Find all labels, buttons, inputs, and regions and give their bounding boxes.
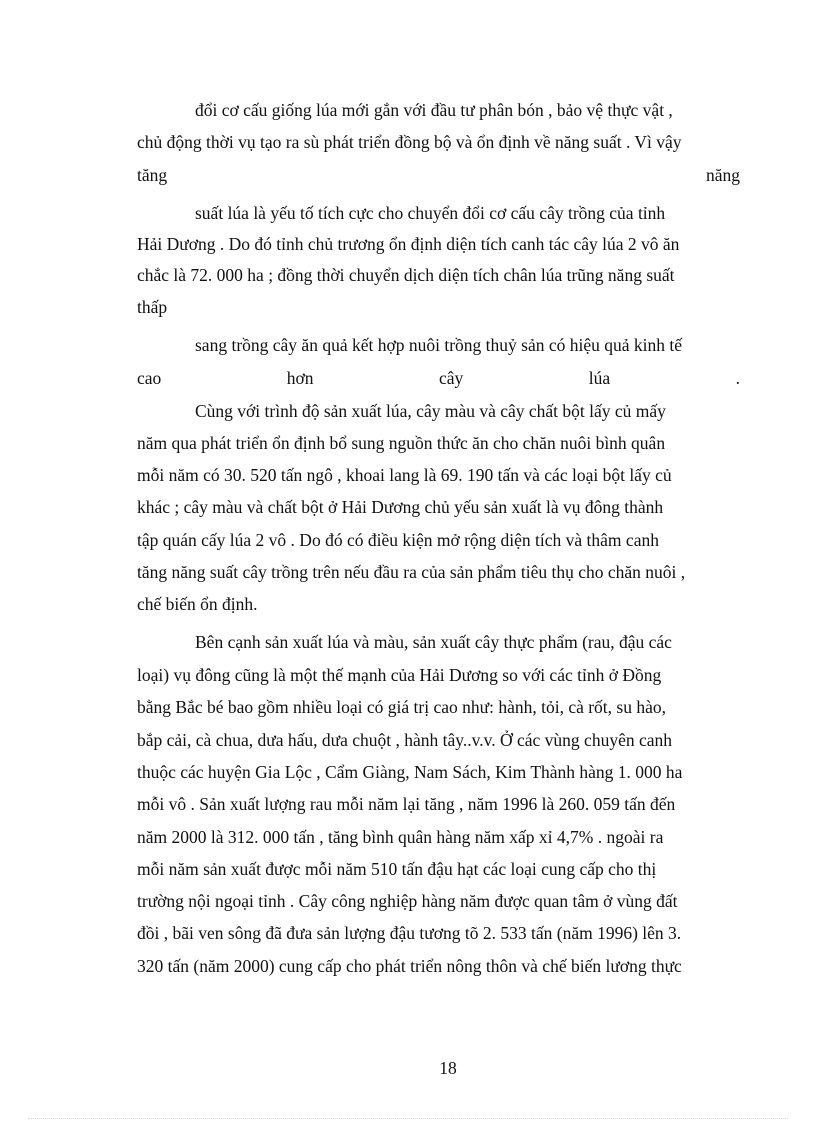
text-line: đổi cơ cấu giống lúa mới gắn với đầu tư phân bón , bảo vệ thực vật , — [195, 100, 673, 120]
text-line: Bên cạnh sản xuất lúa và màu, sản xuất cây thực phẩm (rau, đậu các — [195, 632, 672, 652]
text-line: chế biến ổn định. — [137, 594, 258, 614]
text-line: 320 tấn (năm 2000) cung cấp cho phát triển nông thôn và chế biến lương thực — [137, 956, 682, 976]
text-line: Cùng với trình độ sản xuất lúa, cây màu và cây chất bột lấy củ mấy — [195, 401, 666, 421]
word: . — [735, 368, 740, 388]
word: tăng — [137, 165, 168, 185]
word: cây — [439, 368, 464, 388]
text-line: suất lúa là yếu tố tích cực cho chuyển đổi cơ cấu cây trồng của tỉnh — [195, 203, 666, 223]
text-line: thuộc các huyện Gia Lộc , Cẩm Giàng, Nam Sách, Kim Thành hàng 1. 000 ha — [137, 762, 683, 782]
text-line — [137, 164, 740, 186]
text-line: Hải Dương . Do đó tỉnh chủ trương ổn định diện tích canh tác cây lúa 2 vô ăn — [137, 234, 680, 254]
text-line: mỗi năm có 30. 520 tấn ngô , khoai lang là 69. 190 tấn và các loại bột lấy củ — [137, 465, 672, 485]
text-line: đồi , bãi ven sông đã đưa sản lượng đậu tương tõ 2. 533 tấn (năm 1996) lên 3. — [137, 923, 682, 943]
footer-divider — [28, 1118, 788, 1119]
text-line: khác ; cây màu và chất bột ở Hải Dương chủ yếu sản xuất là vụ đông thành — [137, 497, 664, 517]
text-line: loại) vụ đông cũng là một thế mạnh của Hải Dương so với các tỉnh ở Đồng — [137, 665, 662, 685]
page-number: 18 — [439, 1058, 457, 1078]
text-line — [137, 367, 740, 389]
text-line: mỗi vô . Sản xuất lượng rau mỗi năm lại tăng , năm 1996 là 260. 059 tấn đến — [137, 794, 676, 814]
text-line: năm qua phát triển ổn định bổ sung nguồn thức ăn cho chăn nuôi bình quân — [137, 433, 666, 453]
text-line: chủ động thời vụ tạo ra sù phát triển đồng bộ và ổn định về năng suất . Vì vậy — [137, 132, 682, 152]
text-line: chắc là 72. 000 ha ; đồng thời chuyển dịch diện tích chân lúa trũng năng suất — [137, 265, 675, 285]
text-line: sang trồng cây ăn quả kết hợp nuôi trồng thuỷ sản có hiệu quả kinh tế — [195, 335, 682, 355]
text-line: trường nội ngoại tỉnh . Cây công nghiệp hàng năm được quan tâm ở vùng đất — [137, 891, 678, 911]
text-line: thấp — [137, 297, 168, 317]
text-line: tập quán cấy lúa 2 vô . Do đó có điều kiện mở rộng diện tích và thâm canh — [137, 530, 659, 550]
text-line: năm 2000 là 312. 000 tấn , tăng bình quân hàng năm xấp xỉ 4,7% . ngoài ra — [137, 827, 664, 847]
text-line: bắp cải, cà chua, dưa hấu, dưa chuột , hành tây..v.v. Ở các vùng chuyên canh — [137, 730, 673, 750]
word: lúa — [588, 368, 611, 388]
text-line: mỗi năm sản xuất được mỗi năm 510 tấn đậu hạt các loại cung cấp cho thị — [137, 859, 657, 879]
word: năng — [705, 165, 740, 185]
text-line: bằng Bắc bé bao gồm nhiều loại có giá trị cao như: hành, tỏi, cà rốt, su hào, — [137, 697, 666, 717]
word: hơn — [286, 368, 314, 388]
word: cao — [137, 368, 162, 388]
text-line: tăng năng suất cây trồng trên nếu đầu ra của sản phẩm tiêu thụ cho chăn nuôi , — [137, 562, 686, 582]
